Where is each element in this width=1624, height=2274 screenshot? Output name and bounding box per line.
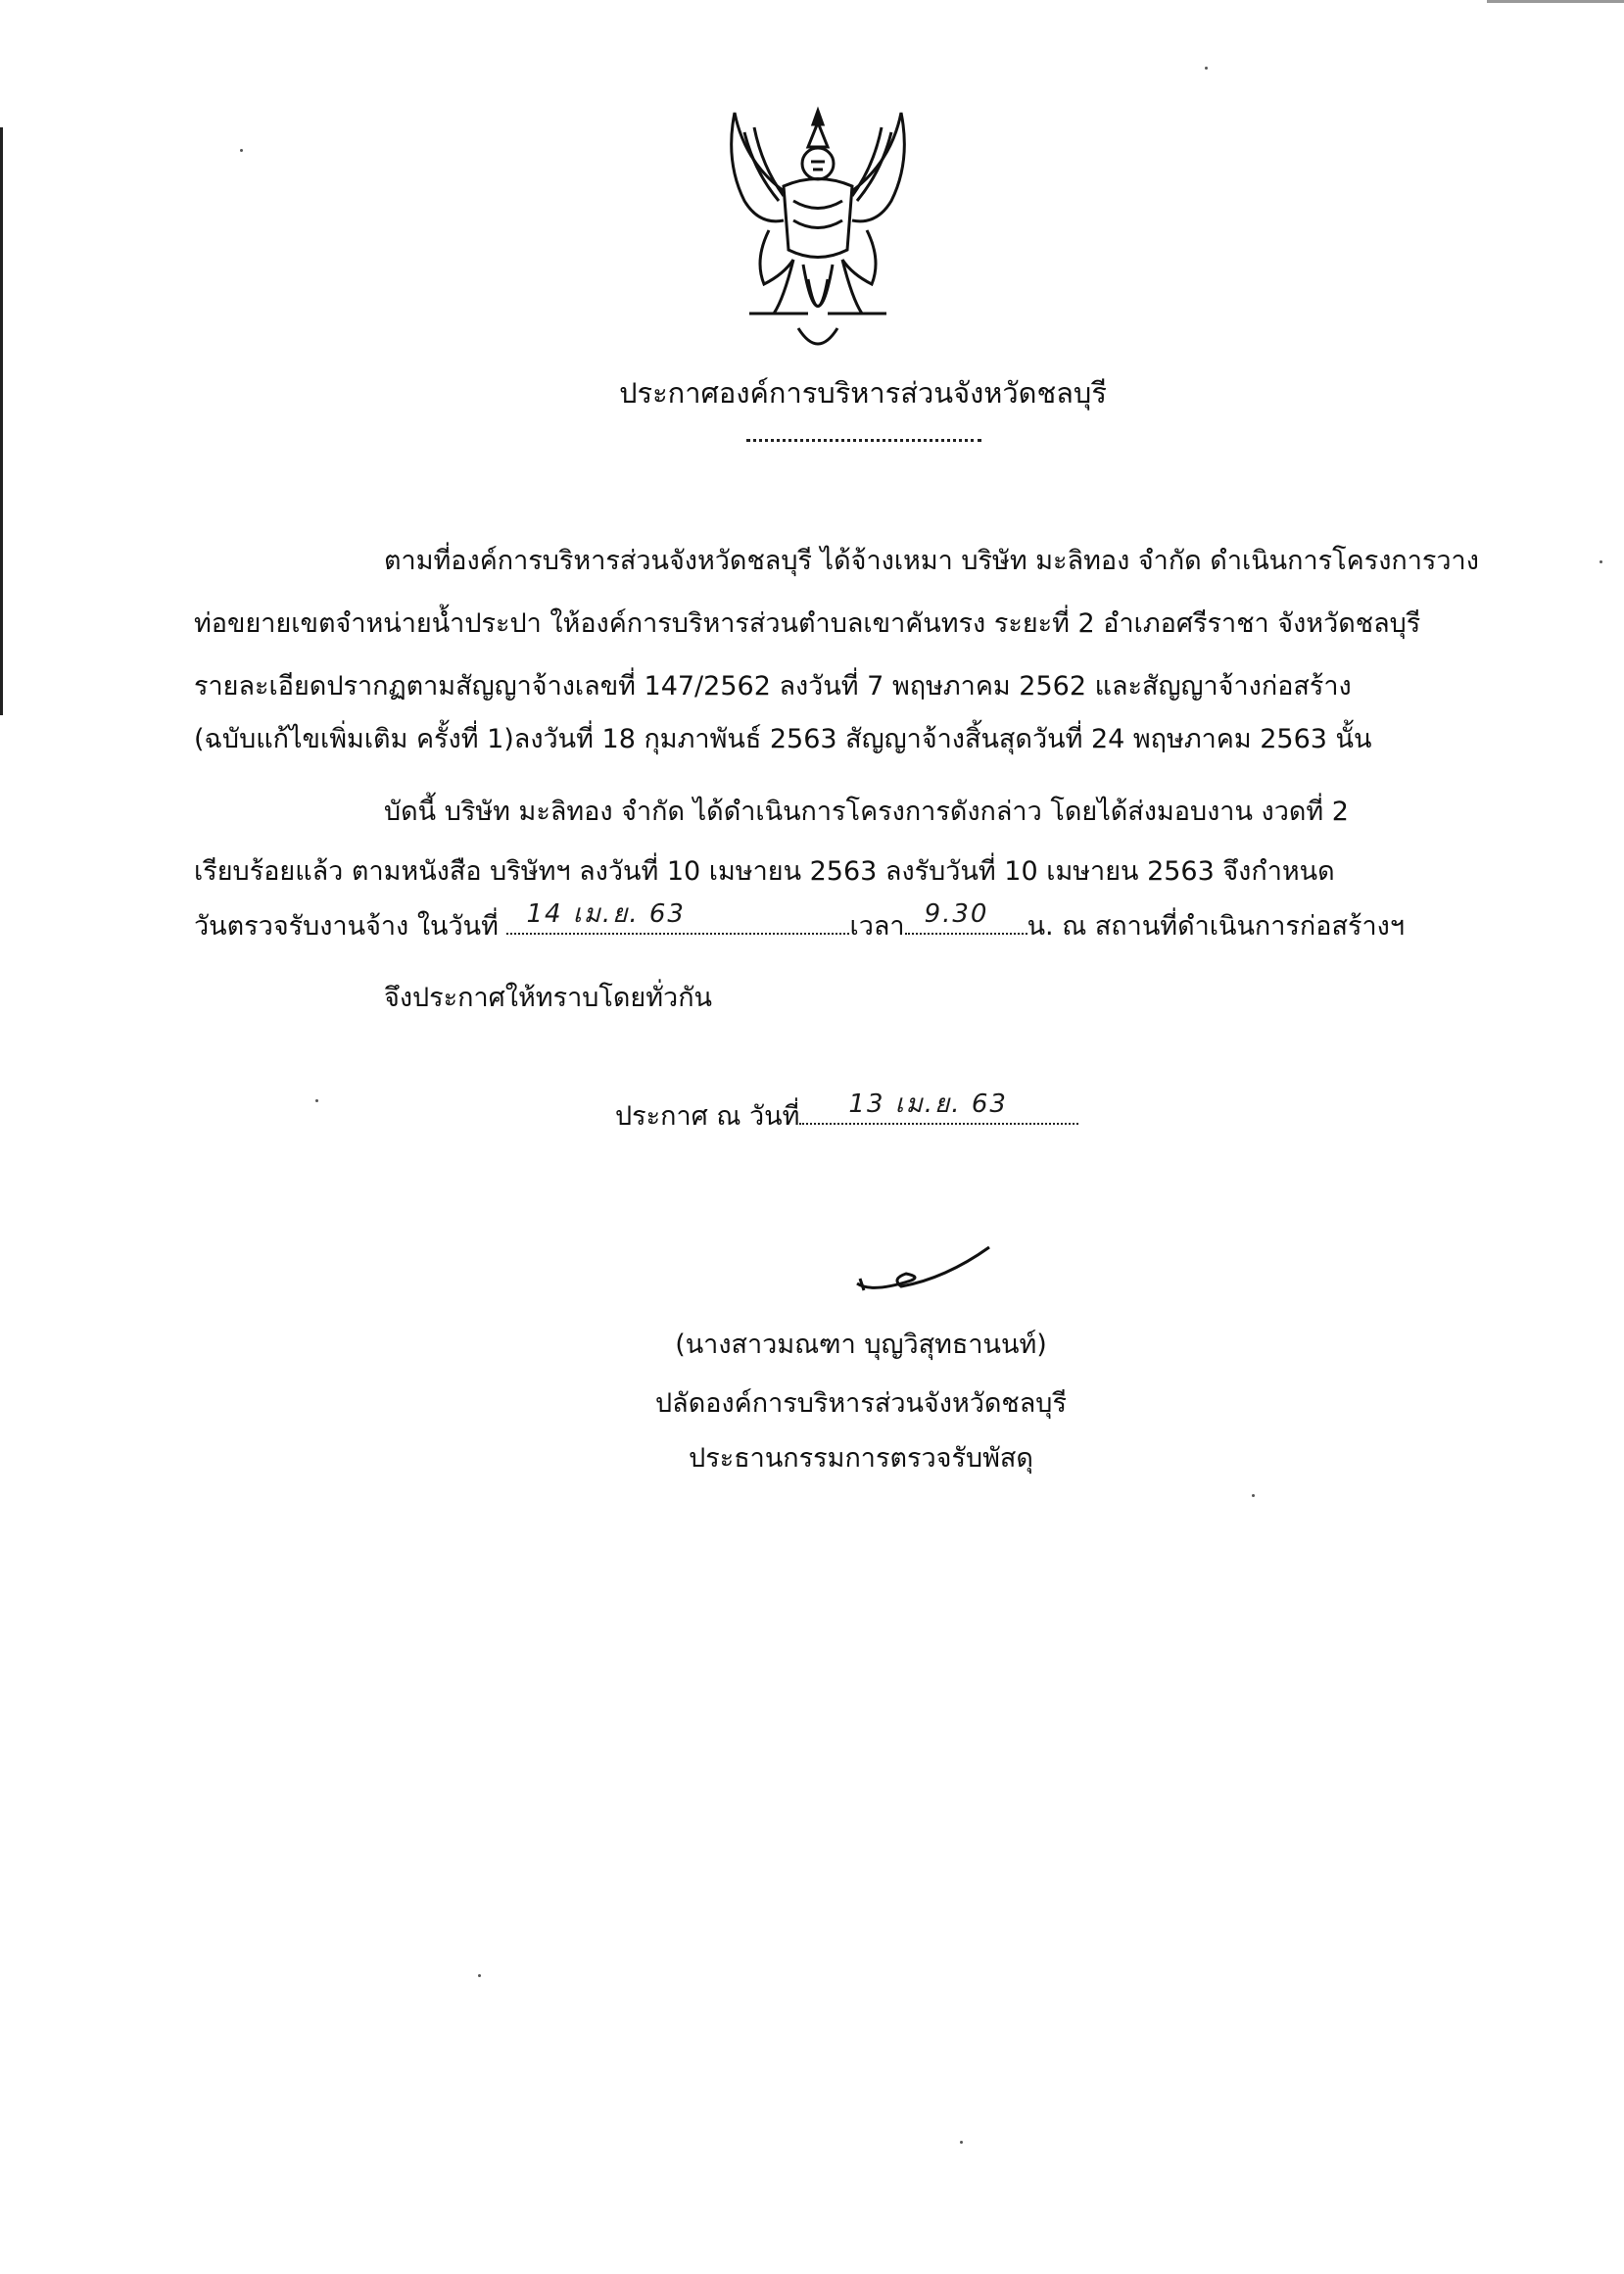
garuda-emblem-icon bbox=[715, 103, 921, 363]
paragraph-1-line-1: ตามที่องค์การบริหารส่วนจังหวัดชลบุรี ได้จ้างเหมา บริษัท มะลิทอง จำกัด ดำเนินการโครงการวาง bbox=[384, 546, 1479, 576]
time-label: เวลา bbox=[849, 911, 905, 942]
paragraph-1-line-3: รายละเอียดปรากฏตามสัญญาจ้างเลขที่ 147/2562 ลงวันที่ 7 พฤษภาคม 2562 และสัญญาจ้างก่อสร้าง bbox=[194, 671, 1352, 702]
inspection-date-field bbox=[506, 899, 849, 935]
scan-edge bbox=[0, 127, 3, 715]
signatory-name: (นางสาวมณฑา บุญวิสุทธานนท์) bbox=[675, 1330, 1047, 1360]
announce-label: ประกาศ ณ วันที่ bbox=[615, 1101, 800, 1132]
inspection-time-handwritten: 9.30 bbox=[924, 899, 989, 929]
location-text: น. ณ สถานที่ดำเนินการก่อสร้างฯ bbox=[1027, 911, 1405, 942]
paragraph-2-line-1: บัดนี้ บริษัท มะลิทอง จำกัด ได้ดำเนินการโครงการดังกล่าว โดยได้ส่งมอบงาน งวดที่ 2 bbox=[384, 797, 1349, 827]
speck bbox=[315, 1099, 318, 1102]
paragraph-1-line-4: (ฉบับแก้ไขเพิ่มเติม ครั้งที่ 1)ลงวันที่ 18 กุมภาพันธ์ 2563 สัญญาจ้างสิ้นสุดวันที่ 24 พฤษภาคม 2563 นั้น bbox=[194, 724, 1372, 754]
speck bbox=[960, 2141, 963, 2144]
inspection-date-label: วันตรวจรับงานจ้าง ในวันที่ bbox=[194, 911, 507, 942]
speck bbox=[1205, 67, 1208, 70]
speck bbox=[240, 149, 243, 152]
announce-date-handwritten: 13 เม.ย. 63 bbox=[848, 1089, 1008, 1119]
inspection-time-field bbox=[905, 899, 1027, 935]
paragraph-1-line-2: ท่อขยายเขตจำหน่ายน้ำประปา ให้องค์การบริหารส่วนตำบลเขาคันทรง ระยะที่ 2 อำเภอศรีราชา จังหวัดชลบุรี bbox=[194, 608, 1421, 639]
inspection-date-handwritten: 14 เม.ย. 63 bbox=[526, 899, 686, 929]
speck bbox=[1252, 1494, 1255, 1497]
paragraph-3: จึงประกาศให้ทราบโดยทั่วกัน bbox=[384, 983, 712, 1013]
paragraph-2-line-2: เรียบร้อยแล้ว ตามหนังสือ บริษัทฯ ลงวันที่ 10 เมษายน 2563 ลงรับวันที่ 10 เมษายน 2563 จึงกำหนด bbox=[194, 856, 1335, 887]
speck bbox=[478, 1974, 481, 1977]
speck bbox=[1600, 560, 1602, 563]
paragraph-2-line-3 bbox=[194, 899, 1405, 943]
announce-date-line bbox=[615, 1089, 1078, 1134]
signatory-position-2: ประธานกรรมการตรวจรับพัสดุ bbox=[689, 1443, 1033, 1474]
signature-icon bbox=[852, 1239, 999, 1298]
title-separator bbox=[746, 439, 981, 442]
signatory-position-1: ปลัดองค์การบริหารส่วนจังหวัดชลบุรี bbox=[655, 1388, 1067, 1419]
announce-date-field bbox=[799, 1089, 1078, 1125]
scan-edge bbox=[1487, 0, 1624, 3]
document-title: ประกาศองค์การบริหารส่วนจังหวัดชลบุรี bbox=[619, 376, 1107, 410]
